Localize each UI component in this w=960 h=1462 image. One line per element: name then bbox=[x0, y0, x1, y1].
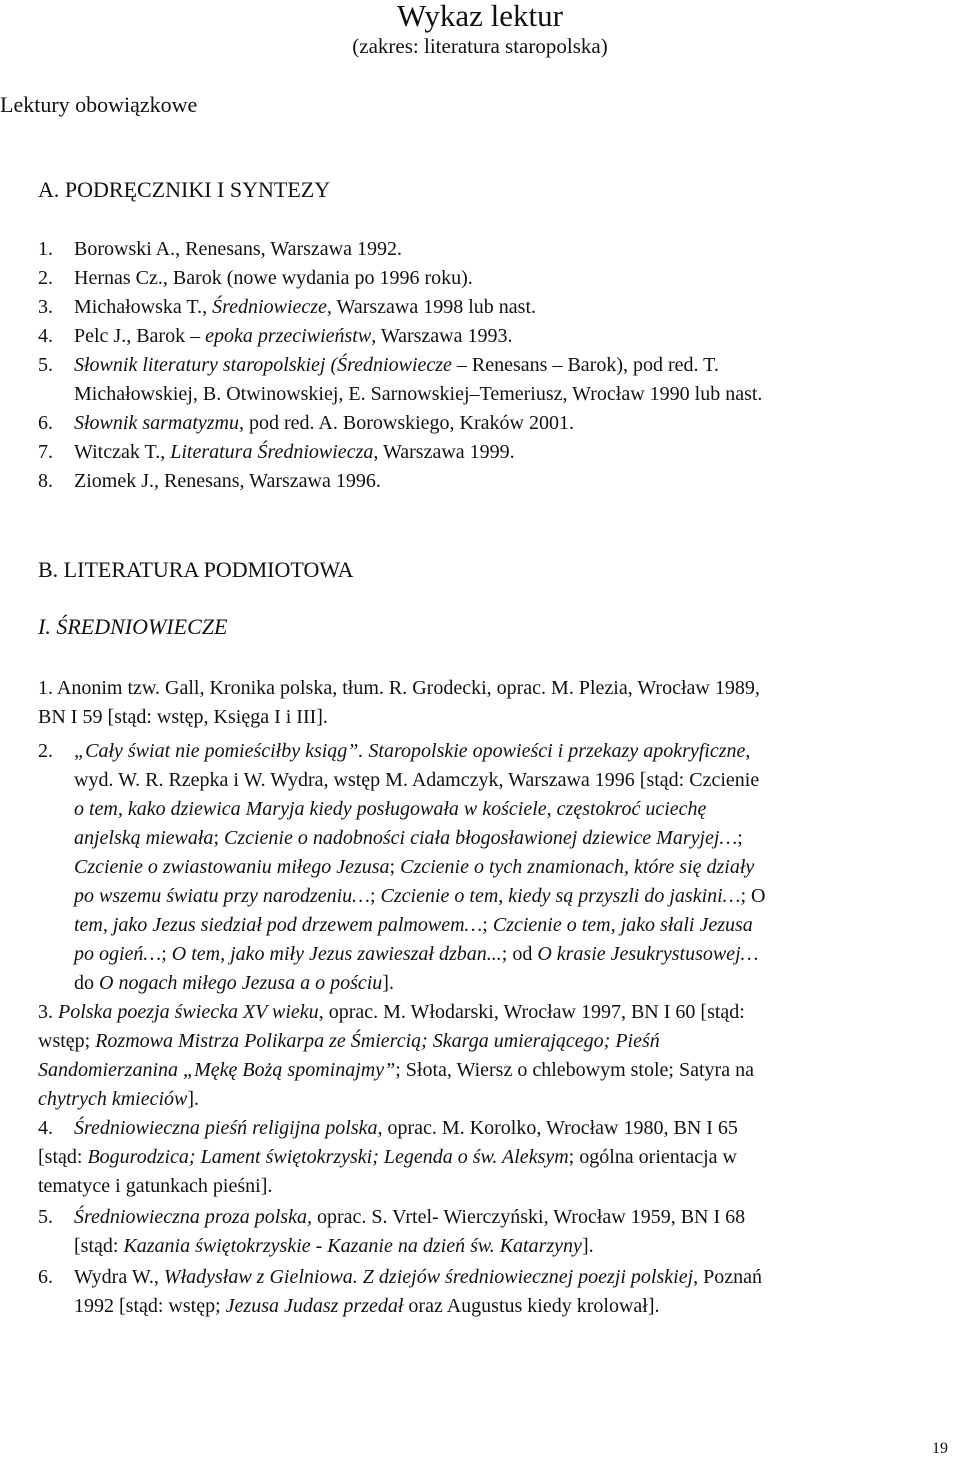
period-heading: I. ŚREDNIOWIECZE bbox=[38, 614, 228, 639]
entry-2-line: Czcienie o zwiastowaniu miłego Jezusa; Czcienie o tych znamionach, które się działy bbox=[74, 856, 755, 878]
entry-3-line: wstęp; Rozmowa Mistrza Polikarpa ze Śmiercią; Skarga umierającego; Pieśń bbox=[38, 1030, 660, 1052]
part-b-heading: B. LITERATURA PODMIOTOWA bbox=[38, 557, 354, 582]
page-number: 19 bbox=[932, 1440, 948, 1457]
entry-2-line: po ogień…; O tem, jako miły Jezus zawieszał dzban...; od O krasie Jesukrystusowej… bbox=[74, 943, 759, 965]
list-item: 8. Ziomek J., Renesans, Warszawa 1996. bbox=[38, 470, 381, 492]
entry-4-line: tematyce i gatunkach pieśni]. bbox=[38, 1175, 273, 1197]
entry-2-line: 2. „Cały świat nie pomieściłby ksiąg”. Staropolskie opowieści i przekazy apokryficzne, bbox=[38, 740, 751, 762]
list-item: 4. Pelc J., Barok – epoka przeciwieństw, Warszawa 1993. bbox=[38, 325, 513, 347]
entry-4-line: 4. Średniowieczna pieśń religijna polska, oprac. M. Korolko, Wrocław 1980, BN I 65 bbox=[38, 1117, 738, 1139]
document-subtitle: (zakres: literatura staropolska) bbox=[352, 34, 608, 58]
entry-2-line: o tem, kako dziewica Maryja kiedy posługowała w kościele, częstokroć uciechę bbox=[74, 798, 707, 820]
entry-1-line: BN I 59 [stąd: wstęp, Księga I i III]. bbox=[38, 706, 328, 728]
entry-6-line: 1992 [stąd: wstęp; Jezusa Judasz przedał oraz Augustus kiedy krolował]. bbox=[74, 1295, 660, 1317]
entry-2-line: anjelską miewała; Czcienie o nadobności ciała błogosławionej dziewice Maryjej…; bbox=[74, 827, 743, 849]
part-a-heading: A. PODRĘCZNIKI I SYNTEZY bbox=[38, 177, 331, 202]
entry-1-line: 1. Anonim tzw. Gall, Kronika polska, tłum. R. Grodecki, oprac. M. Plezia, Wrocław 1989, bbox=[38, 677, 760, 699]
list-item: 3. Michałowska T., Średniowiecze, Warszawa 1998 lub nast. bbox=[38, 296, 537, 318]
entry-2-line: tem, jako Jezus siedział pod drzewem palmowem…; Czcienie o tem, jako słali Jezusa bbox=[74, 914, 753, 936]
entry-3-line: 3. Polska poezja świecka XV wieku, oprac. M. Włodarski, Wrocław 1997, BN I 60 [stąd: bbox=[38, 1001, 745, 1023]
entry-2-line: po wszemu światu przy narodzeniu…; Czcienie o tem, kiedy są przyszli do jaskini…; O bbox=[74, 885, 766, 907]
entry-2-line: wyd. W. R. Rzepka i W. Wydra, wstęp M. Adamczyk, Warszawa 1996 [stąd: Czcienie bbox=[74, 769, 760, 791]
list-item: 1. Borowski A., Renesans, Warszawa 1992. bbox=[38, 238, 402, 260]
entry-5-line: 5. Średniowieczna proza polska, oprac. S. Vrtel- Wierczyński, Wrocław 1959, BN I 68 bbox=[38, 1206, 746, 1228]
list-item: 2. Hernas Cz., Barok (nowe wydania po 1996 roku). bbox=[38, 267, 473, 289]
list-item: 5. Słownik literatury staropolskiej (Średniowiecze – Renesans – Barok), pod red. T. bbox=[38, 354, 719, 376]
section-heading: Lektury obowiązkowe bbox=[0, 92, 198, 117]
entry-5-line: [stąd: Kazania świętokrzyskie - Kazanie na dzień św. Katarzyny]. bbox=[74, 1235, 594, 1257]
entry-3-line: chytrych kmieciów]. bbox=[38, 1088, 200, 1110]
entry-6-line: 6. Wydra W., Władysław z Gielniowa. Z dziejów średniowiecznej poezji polskiej, Poznań bbox=[38, 1266, 763, 1288]
document-title: Wykaz lektur bbox=[397, 0, 563, 33]
entry-4-line: [stąd: Bogurodzica; Lament świętokrzyski; Legenda o św. Aleksym; ogólna orientacja w bbox=[38, 1146, 737, 1168]
entry-2-line: do O nogach miłego Jezusa a o pościu]. bbox=[74, 972, 394, 994]
list-item: 7. Witczak T., Literatura Średniowiecza, Warszawa 1999. bbox=[38, 441, 515, 463]
list-item: 6. Słownik sarmatyzmu, pod red. A. Borowskiego, Kraków 2001. bbox=[38, 412, 574, 434]
entry-3-line: Sandomierzanina „Mękę Bożą spominajmy”; Słota, Wiersz o chlebowym stole; Satyra na bbox=[38, 1059, 754, 1081]
list-item-continuation: Michałowskiej, B. Otwinowskiej, E. Sarnowskiej–Temeriusz, Wrocław 1990 lub nast. bbox=[74, 383, 763, 405]
